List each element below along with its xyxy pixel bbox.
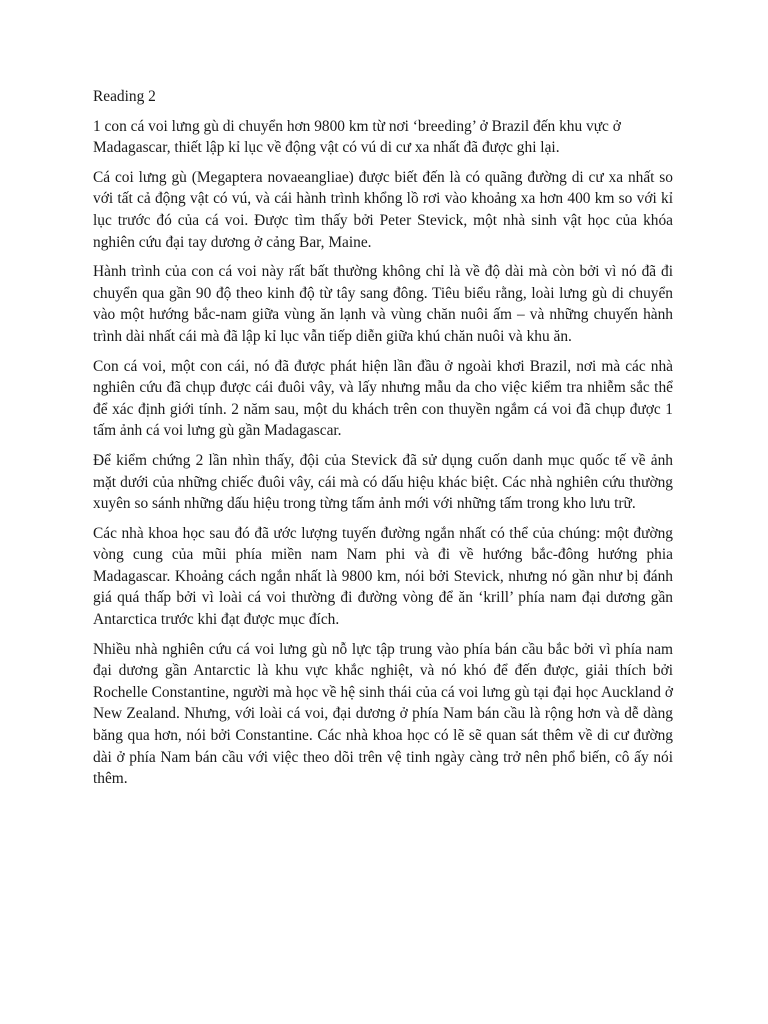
- document-title: Reading 2: [93, 88, 156, 105]
- document-page: [93, 86, 673, 798]
- paragraph-1: 1 con cá voi lưng gù di chuyển hơn 9800 km từ nơi ‘breeding’ ở Brazil đến khu vực ở Madagascar, thiết lập kỉ lục về động vật có vú di cư xa nhất đã được ghi lại.: [93, 117, 621, 157]
- paragraph-4: Con cá voi, một con cái, nó đã được phát hiện lần đầu ở ngoài khơi Brazil, nơi mà các nhà nghiên cứu đã chụp được cái đuôi vây, và lấy nhưng mẫu da cho việc kiểm tra nhiễm sắc thể để xác định giới tính. 2 năm sau, một du khách trên con thuyền ngắm cá voi đã chụp được 1 tấm ảnh cá voi lưng gù gần Madagascar.: [93, 357, 673, 440]
- paragraph-5: Để kiểm chứng 2 lần nhìn thấy, đội của Stevick đã sử dụng cuốn danh mục quốc tế về ảnh mặt dưới của những chiếc đuôi vây, cái mà có dấu hiệu khác biệt. Các nhà nghiên cứu thường xuyên so sánh những dấu hiệu trong từng tấm ảnh mới với những tấm trong kho lưu trữ.: [93, 451, 673, 513]
- paragraph-3: Hành trình của con cá voi này rất bất thường không chỉ là về độ dài mà còn bởi vì nó đã đi chuyển qua gần 90 độ theo kinh độ từ tây sang đông. Tiêu biểu rằng, loài lưng gù di chuyển vào một hướng bắc-nam giữa vùng ăn lạnh và vùng chăn nuôi ấm – và những chuyến hành trình dài nhất cái mà đã lập kỉ lục vẫn tiếp diễn giữa khú chăn nuôi và khu ăn.: [93, 263, 673, 345]
- paragraph-6: Các nhà khoa học sau đó đã ước lượng tuyến đường ngắn nhất có thể của chúng: một đường vòng cung của mũi phía miền nam Nam phi và đi về hướng bắc-đông hướng phia Madagascar. Khoảng cách ngắn nhất là 9800 km, nói bởi Stevick, nhưng nó gần như bị đánh giá quá thấp bởi vì loài cá voi thường đi đường vòng để ăn ‘krill’ phía nam đại dương gần Antarctica trước khi đạt được mục đích.: [93, 524, 673, 629]
- paragraph-7: Nhiều nhà nghiên cứu cá voi lưng gù nỗ lực tập trung vào phía bán cầu bắc bởi vì phía nam đại dương gần Antarctic là khu vực khắc nghiệt, và nó khó để đến được, giải thích bởi Rochelle Constantine, người mà học về hệ sinh thái của cá voi lưng gù tại đại học Auckland ở New Zealand. Nhưng, với loài cá voi, đại dương ở phía Nam bán cầu là rộng hơn và dễ dàng băng qua hơn, nói bởi Constantine. Các nhà khoa học có lẽ sẽ quan sát thêm về di cư đường dài ở phía Nam bán cầu với việc theo dõi trên vệ tinh ngày càng trở nên phổ biến, cô ấy nói thêm.: [93, 640, 673, 788]
- paragraph-2: Cá coi lưng gù (Megaptera novaeangliae) được biết đến là có quãng đường di cư xa nhất so với tất cả động vật có vú, và cái hành trình khổng lồ rơi vào khoảng xa hơn 400 km so với kỉ lục trước đó của cá voi. Được tìm thấy bởi Peter Stevick, một nhà sinh vật học của khóa nghiên cứu đại tay dương ở cảng Bar, Maine.: [93, 168, 673, 251]
